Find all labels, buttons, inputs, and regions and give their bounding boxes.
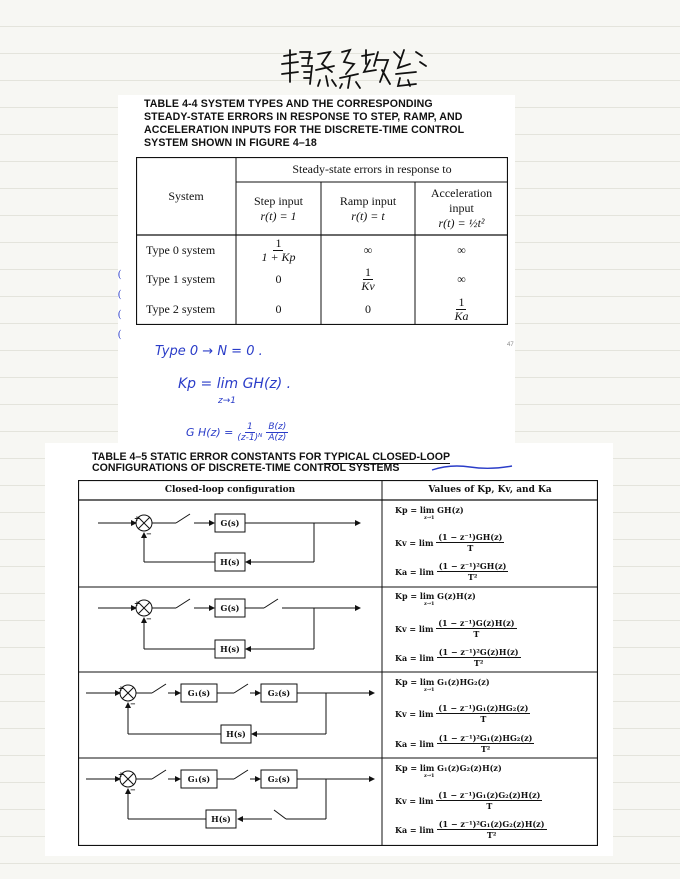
eq-lhs: Kv = lim — [395, 795, 434, 806]
row-system: Type 1 system — [146, 271, 216, 286]
block-diagrams — [78, 480, 382, 846]
caption-line: TABLE 4-4 SYSTEM TYPES AND THE CORRESPONDING — [144, 98, 433, 110]
frac-den: Kv — [361, 279, 375, 293]
caption-line: SYSTEM SHOWN IN FIGURE 4–18 — [144, 137, 317, 149]
row-system: Type 2 system — [146, 301, 216, 316]
col-step-header — [236, 182, 321, 235]
row-acc: ∞ — [457, 271, 466, 286]
page-number: 47 — [507, 342, 514, 348]
note-line-3 — [186, 422, 288, 443]
block-label: G(s) — [220, 518, 240, 528]
sum-sign-plus: + — [134, 514, 140, 523]
eq-lhs: Kv = lim — [395, 623, 434, 634]
row-system: Type 0 system — [146, 242, 216, 257]
row-ramp: ∞ — [363, 242, 373, 257]
sum-sign-plus: + — [134, 599, 140, 608]
handwritten-title — [270, 42, 430, 98]
eq-lhs: Kv = lim — [395, 537, 434, 548]
group-header: Steady-state errors in response to — [292, 162, 452, 176]
eq-lhs: Kp = lim — [395, 763, 435, 773]
frac-num: (1 − z⁻¹)²G(z)H(z) — [438, 647, 519, 657]
block-label: H(s) — [211, 814, 231, 824]
row-step — [236, 235, 321, 265]
frac-den: T² — [480, 744, 491, 754]
sum-sign-plus: + — [118, 770, 124, 779]
ka-eq — [395, 819, 547, 840]
block-label: G₂(s) — [267, 774, 291, 784]
table-row — [136, 293, 508, 325]
col-ramp-sub: r(t) = t — [351, 208, 385, 223]
margin-marks — [118, 265, 121, 345]
frac-num: 1 — [365, 265, 371, 279]
row-step: 0 — [275, 301, 282, 316]
kv-eq — [395, 532, 504, 553]
caption-pre: TABLE 4–5 STATIC ERROR CONSTANTS FOR — [92, 451, 325, 463]
margin-mark: ( — [118, 309, 122, 320]
frac-num: (1 − z⁻¹)GH(z) — [438, 532, 503, 542]
eq-lhs: Ka = lim — [395, 566, 434, 577]
frac-num: (1 − z⁻¹)²GH(z) — [438, 561, 507, 571]
eq-lhs: Ka = lim — [395, 652, 434, 663]
eq-rhs: G₁(z)HG₂(z) — [437, 677, 490, 687]
frac-num: 1 — [458, 295, 465, 309]
note-line-2: Kp = lim GH(z) . — [178, 376, 292, 392]
block-label: G₁(s) — [187, 774, 211, 784]
frac-den: T² — [473, 658, 484, 668]
row-acc — [415, 293, 508, 325]
frac-num: (1 − z⁻¹)G(z)H(z) — [438, 618, 515, 628]
ka-eq — [395, 647, 521, 668]
block-label: H(s) — [226, 729, 246, 739]
frac-den: (z-1)ᴺ — [237, 433, 263, 443]
table44-caption — [144, 98, 484, 150]
kp-eq — [395, 763, 502, 773]
frac-den: T — [467, 543, 474, 553]
sum-sign-minus: − — [146, 614, 152, 623]
eq-lhs: Kp = lim — [395, 677, 435, 687]
frac-den: T — [486, 801, 493, 811]
block-label: G(s) — [220, 603, 240, 613]
kp-eq — [395, 505, 464, 515]
col2-header: Values of Kp, Kv, and Ka — [428, 485, 552, 495]
frac-den: T — [480, 714, 487, 724]
block-label: H(s) — [220, 644, 240, 654]
eq-lhs: Kv = lim — [395, 708, 434, 719]
kp-eq — [395, 591, 476, 601]
note-line-1: Type 0 → N = 0 . — [155, 344, 263, 359]
frac-num: (1 − z⁻¹)²G₁(z)G₂(z)H(z) — [438, 819, 545, 829]
row-acc: ∞ — [457, 242, 466, 257]
caption-underlined: TYPICAL CLOSED-LOOP — [324, 451, 451, 463]
col-acc-label: Acceleration — [430, 186, 493, 200]
col-acc-sub: r(t) = ½t² — [438, 216, 485, 230]
eq-rhs: G(z)H(z) — [437, 591, 476, 601]
col-step-label: Step input — [253, 193, 303, 208]
sum-sign-minus: − — [130, 699, 136, 708]
frac-den: A(z) — [268, 433, 287, 443]
kv-eq — [395, 618, 517, 639]
eq-lhs: Ka = lim — [395, 738, 434, 749]
kp-eq — [395, 677, 490, 687]
frac-den: T² — [467, 572, 478, 582]
frac-den: Ka — [454, 309, 469, 323]
lim-sub: z→1 — [424, 601, 435, 607]
lim-sub: z→1 — [424, 515, 435, 521]
ka-eq — [395, 561, 508, 582]
col-ramp-label: Ramp input — [339, 193, 397, 208]
frac-den: T² — [486, 830, 497, 840]
table-row — [136, 235, 508, 265]
caption-line: STEADY-STATE ERRORS IN RESPONSE TO STEP, RAMP, AND — [144, 111, 463, 123]
col-acc-label2: input — [449, 201, 474, 215]
ink-underline-mark — [430, 460, 514, 474]
frac-den: 1 + Kp — [261, 250, 296, 264]
ka-eq — [395, 733, 534, 754]
eq-lhs: Kp = lim — [395, 505, 435, 515]
margin-mark: ( — [118, 269, 122, 280]
eq-rhs: GH(z) — [437, 505, 464, 515]
sum-sign-minus: − — [146, 529, 152, 538]
kv-eq — [395, 790, 542, 811]
lim-sub: z→1 — [424, 773, 435, 779]
col-acc-header — [415, 182, 508, 235]
frac-num: 1 — [275, 236, 282, 250]
frac-den: T — [473, 629, 480, 639]
block-label: G₂(s) — [267, 688, 291, 698]
frac-num: (1 − z⁻¹)²G₁(z)HG₂(z) — [438, 733, 533, 743]
frac-num: (1 − z⁻¹)G₁(z)G₂(z)H(z) — [438, 790, 541, 800]
margin-mark: ( — [118, 289, 122, 300]
row-step: 0 — [275, 271, 282, 286]
block-label: G₁(s) — [187, 688, 211, 698]
margin-mark: ( — [118, 329, 122, 340]
col-system-header: System — [168, 188, 204, 203]
row-ramp: 0 — [365, 301, 371, 316]
note-line-2-sub: z→1 — [218, 396, 236, 406]
row-ramp — [321, 265, 415, 293]
col-ramp-header — [321, 182, 415, 235]
table44 — [136, 157, 508, 325]
lim-sub: z→1 — [424, 687, 435, 693]
sum-sign-minus: − — [130, 785, 136, 794]
col-step-sub: r(t) = 1 — [260, 208, 297, 223]
frac-num: B(z) — [268, 422, 287, 432]
eq-lhs: Kp = lim — [395, 591, 435, 601]
frac-num: (1 − z⁻¹)G₁(z)HG₂(z) — [438, 703, 529, 713]
note-prefix: G H(z) = — [186, 426, 234, 439]
col1-header: Closed-loop configuration — [164, 485, 296, 495]
block-label: H(s) — [220, 557, 240, 567]
frac-num: 1 — [246, 422, 253, 432]
caption-line: CONFIGURATIONS OF DISCRETE-TIME CONTROL SYSTEMS — [92, 462, 400, 474]
caption-line: ACCELERATION INPUTS FOR THE DISCRETE-TIME CONTROL — [144, 124, 465, 136]
eq-rhs: G₁(z)G₂(z)H(z) — [437, 763, 502, 773]
sum-sign-plus: + — [118, 684, 124, 693]
kv-eq — [395, 703, 530, 724]
table-row — [136, 265, 508, 293]
eq-lhs: Ka = lim — [395, 824, 434, 835]
